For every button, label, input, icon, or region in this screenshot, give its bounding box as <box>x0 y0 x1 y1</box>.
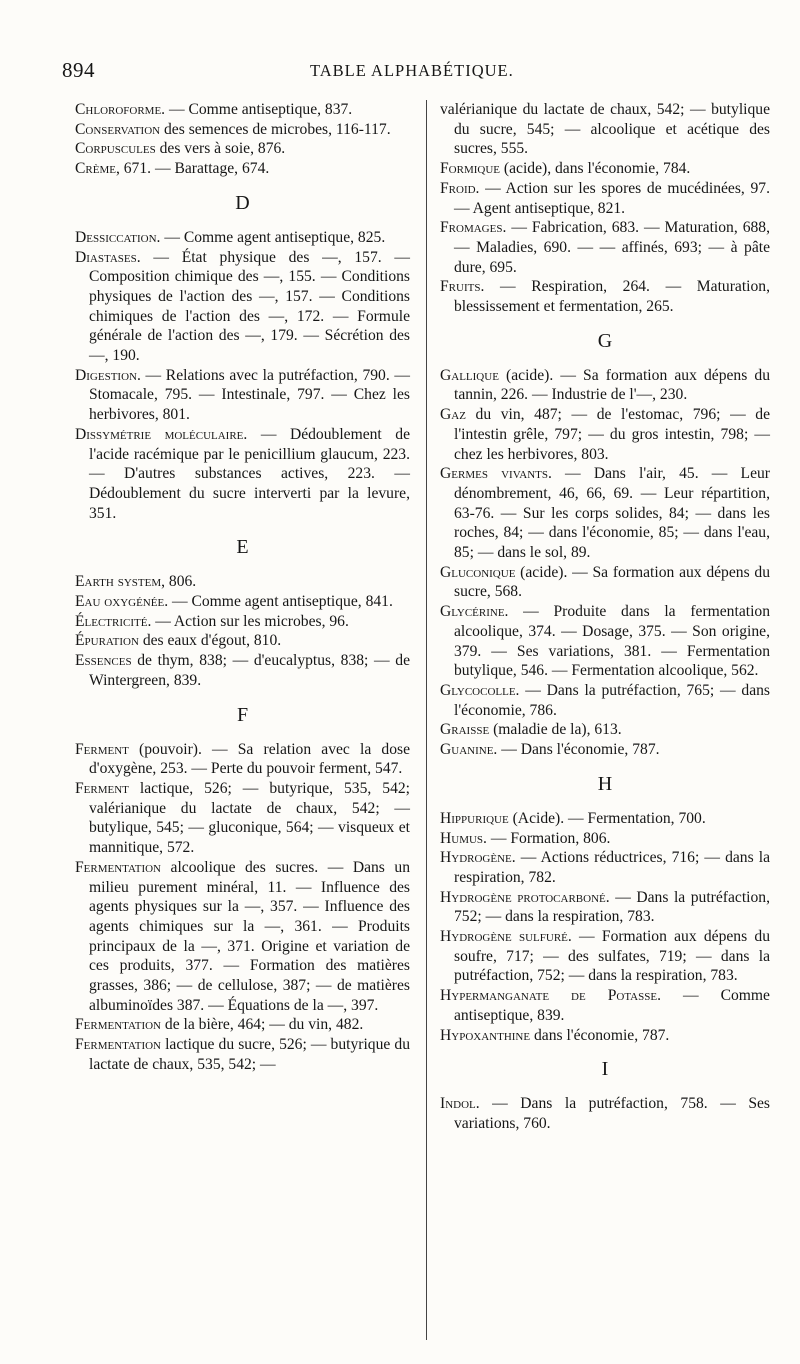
index-entry <box>75 631 410 651</box>
entry-term: Ferment <box>75 779 129 797</box>
entry-text: de la bière, 464; — du vin, 482. <box>161 1016 364 1034</box>
entry-term: Hippurique <box>440 809 509 827</box>
index-entry <box>440 405 770 464</box>
entry-term: Fromages. <box>440 219 507 237</box>
index-entry <box>440 366 770 405</box>
section-letter-i: I <box>601 1058 609 1081</box>
index-entry <box>440 720 770 740</box>
entry-term: Dissymétrie moléculaire. <box>75 425 248 443</box>
entry-text: — Fabrication, 683. — Maturation, 688, — Maladies, 690. — — affinés, 693; — à pâte dure, 695. <box>454 219 770 276</box>
section-h-entries <box>440 809 770 1045</box>
section-letter-f: F <box>236 703 249 726</box>
index-entry <box>440 277 770 316</box>
entry-text: 671. — Barattage, 674. <box>119 160 270 178</box>
entry-term: Essences <box>75 652 132 670</box>
left-column <box>75 100 410 1075</box>
entry-term: Épuration <box>75 632 139 650</box>
index-entry <box>75 858 410 1016</box>
index-entry <box>440 681 770 720</box>
entry-term: Formique <box>440 160 501 178</box>
section-letter-e: E <box>236 536 249 559</box>
entry-term: Germes vivants. <box>440 465 552 483</box>
entry-text: — Action sur les microbes, 96. <box>151 612 349 630</box>
section-letter-g: G <box>597 329 613 352</box>
entry-term: Fermentation <box>75 1016 162 1034</box>
entry-text: des semences de microbes, 116-117. <box>160 120 391 138</box>
entry-term: Gluconique <box>440 563 516 581</box>
running-title: TABLE ALPHABÉTIQUE. <box>310 61 514 80</box>
index-entry <box>75 592 410 612</box>
entry-term: Chloroforme. <box>75 101 166 118</box>
entry-term: Ferment <box>75 740 129 758</box>
entry-text: — Comme antiseptique, 839. <box>454 987 770 1024</box>
entry-text: dans l'économie, 787. <box>530 1026 670 1044</box>
section-d-entries <box>75 228 410 524</box>
entry-text: — Relations avec la putréfaction, 790. — Stomacale, 795. — Intestinale, 797. — Chez les herbivores, 801. <box>89 366 410 424</box>
entry-term: Gallique <box>440 366 499 384</box>
entry-term: Gaz <box>440 406 466 424</box>
index-entry <box>75 425 410 524</box>
entry-term: Conservation <box>75 120 161 138</box>
index-entry <box>440 888 770 927</box>
entry-text: — Dans l'air, 45. — Leur dénombrement, 46, 66, 69. — Leur répartition, 63-76. — Sur les corps solides, 84; — dans les roches, 84; — dans l'économie, 85; — dans l'eau, 85; — dans le sol, 89. <box>454 465 770 562</box>
entry-text: — Dans la putréfaction, 752; — dans la respiration, 783. <box>454 888 770 926</box>
entry-text: — Comme antiseptique, 837. <box>165 101 353 118</box>
entry-term: Hydrogène. <box>440 849 516 867</box>
section-i-entries <box>440 1094 770 1133</box>
entry-term: Dessiccation. <box>75 228 161 246</box>
index-entry <box>440 986 770 1025</box>
index-entry <box>440 1026 770 1046</box>
entry-term: Électricité. <box>75 612 152 630</box>
index-entry <box>75 100 410 120</box>
entry-term: Fermentation <box>75 1036 162 1054</box>
section-letter-d: D <box>235 191 250 214</box>
entry-term: Diastases. <box>75 248 141 266</box>
entry-text: lactique, 526; — butyrique, 535, 542; valérianique du lactate de chaux, 542; — butylique, 545; — gluconique, 564; — visqueux et mannitique, 572. <box>89 779 410 857</box>
index-entry <box>440 848 770 887</box>
section-e-entries <box>75 572 410 690</box>
page-number: 894 <box>62 58 95 82</box>
entry-term: Crème, <box>75 160 120 178</box>
entry-text: (acide), dans l'économie, 784. <box>500 160 691 178</box>
index-entry <box>440 829 770 849</box>
entry-term: Digestion. <box>75 366 141 384</box>
entry-term: Hypermanganate de Potasse. <box>440 987 661 1005</box>
entry-text: — Respiration, 264. — Maturation, blessissement et fermentation, 265. <box>454 278 770 316</box>
entry-text: — Comme agent antiseptique, 825. <box>160 228 386 246</box>
entry-term: Glycérine. <box>440 603 509 621</box>
entry-text: — Dans l'économie, 787. <box>497 741 660 759</box>
section-letter-h: H <box>597 772 613 795</box>
entry-term: Fruits. <box>440 278 485 296</box>
entry-text: — Formation, 806. <box>486 829 611 847</box>
entry-term: Hydrogène protocarboné. <box>440 888 610 906</box>
index-entry <box>75 740 410 779</box>
entry-term: Glycocolle. <box>440 681 520 699</box>
entry-term: Humus. <box>440 829 487 847</box>
section-c-entries <box>75 100 410 179</box>
index-entry <box>440 809 770 829</box>
running-header <box>62 58 762 88</box>
entry-text: — Actions réductrices, 716; — dans la respiration, 782. <box>454 849 770 886</box>
entry-text: 806. <box>165 573 197 591</box>
index-entry <box>440 740 770 760</box>
entry-text: — Dédoublement de l'acide racémique par le penicillium glaucum, 223. — D'autres substances actives, 223. — Dédoublement du sucre interverti par la levure, 351. <box>89 425 410 522</box>
index-entry <box>75 120 410 140</box>
entry-text: (acide). — Sa formation aux dépens du sucre, 568. <box>454 563 770 601</box>
index-entry <box>75 248 410 366</box>
entry-text: du vin, 487; — de l'estomac, 796; — de l'intestin grêle, 797; — du gros intestin, 798; — chez les herbivores, 803. <box>454 406 770 463</box>
entry-text: — Produite dans la fermentation alcoolique, 374. — Dosage, 375. — Son origine, 379. — Ses variations, 381. — Fermentation butylique, 546. — Fermentation alcoolique, 562. <box>454 603 770 680</box>
entry-text: — Formation aux dépens du soufre, 717; — des sulfates, 719; — dans la putréfaction, 752; — dans la respiration, 783. <box>454 928 771 985</box>
index-entry <box>440 927 770 986</box>
entry-term: Graisse <box>440 721 490 739</box>
column-divider <box>426 100 427 1340</box>
index-entry <box>440 159 770 179</box>
index-entry <box>75 779 410 858</box>
entry-text: alcoolique des sucres. — Dans un milieu purement minéral, 11. — Influence des agents physiques sur la —, 357. — Influence des agents chimiques sur la —, 361. — Produits principaux de la —, 371. Origine et variation de ces produits, 377. — Formation des matières grasses, 386; — de cellulose, 387; — de matières albuminoïdes 387. — Équations de la —, 397. <box>89 858 410 1014</box>
entry-term: Hypoxanthine <box>440 1026 531 1044</box>
entry-term: Guanine. <box>440 741 498 759</box>
index-entry <box>440 179 770 218</box>
index-entry <box>440 563 770 602</box>
index-entry <box>440 218 770 277</box>
entry-term: Eau oxygénée. <box>75 593 169 611</box>
section-g-entries <box>440 366 770 760</box>
index-entry <box>75 572 410 592</box>
entry-text: (maladie de la), 613. <box>489 721 622 739</box>
index-entry <box>440 100 770 159</box>
entry-term: Hydrogène sulfuré. <box>440 928 572 946</box>
entry-text: — Dans la putréfaction, 765; — dans l'économie, 786. <box>454 681 770 719</box>
entry-text: des vers à soie, 876. <box>155 140 286 158</box>
entry-text: lactique du sucre, 526; — butyrique du lactate de chaux, 535, 542; — <box>89 1036 410 1073</box>
entry-text: — État physique des —, 157. — Composition chimique des —, 155. — Conditions physiques de l'action des —, 157. — Conditions chimiques de l'action des —, 172. — Formule générale de l'action des —, 179. — Sécrétion des —, 190. <box>89 248 410 365</box>
entry-term: Froid. <box>440 179 480 197</box>
index-entry <box>440 464 770 563</box>
entry-text: de thym, 838; — d'eucalyptus, 838; — de Wintergreen, 839. <box>89 652 410 689</box>
entry-text: des eaux d'égout, 810. <box>138 632 282 650</box>
entry-text: (acide). — Sa formation aux dépens du tannin, 226. — Industrie de l'—, 230. <box>454 366 770 404</box>
entry-text: (Acide). — Fermentation, 700. <box>508 809 706 827</box>
index-entry <box>75 159 410 179</box>
index-entry <box>75 612 410 632</box>
section-f-continued-entries <box>440 100 770 317</box>
index-entry <box>75 366 410 425</box>
entry-text: — Comme agent antiseptique, 841. <box>168 593 393 611</box>
index-entry <box>75 1035 410 1074</box>
entry-text: — Action sur les spores de mucédinées, 97. — Agent antiseptique, 821. <box>454 179 770 217</box>
entry-text: valérianique du lactate de chaux, 542; — butylique du sucre, 545; — alcoolique et acétique des sucres, 555. <box>440 101 770 158</box>
entry-text: — Dans la putréfaction, 758. — Ses variations, 760. <box>454 1095 770 1132</box>
index-entry <box>75 651 410 690</box>
section-f-entries <box>75 740 410 1075</box>
index-entry <box>75 1015 410 1035</box>
entry-text: (pouvoir). — Sa relation avec la dose d'oxygène, 253. — Perte du pouvoir ferment, 547. <box>89 740 410 778</box>
index-entry <box>75 228 410 248</box>
entry-term: Fermentation <box>75 858 162 876</box>
entry-term: Indol. <box>440 1095 480 1113</box>
entry-term: Corpuscules <box>75 140 156 158</box>
index-entry <box>440 1094 770 1133</box>
right-column <box>440 100 770 1134</box>
index-entry <box>440 602 770 681</box>
entry-term: Earth system, <box>75 573 166 591</box>
index-entry <box>75 139 410 159</box>
